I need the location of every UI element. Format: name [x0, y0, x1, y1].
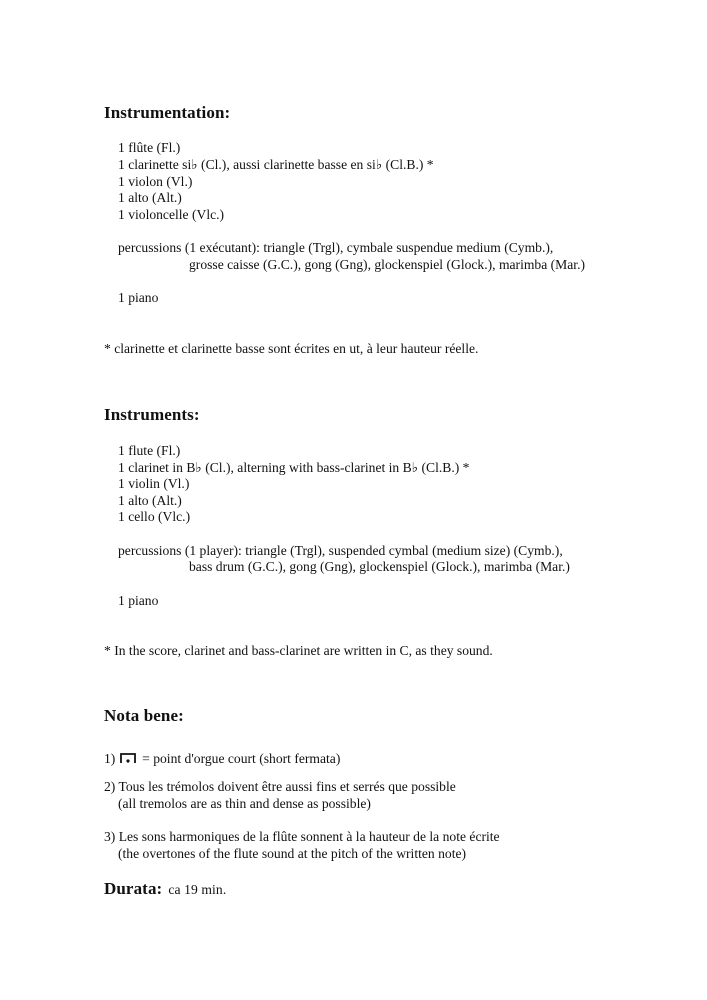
instruments-piano: 1 piano [118, 593, 159, 608]
short-fermata-icon [119, 752, 139, 768]
instrumentation-line: 1 flûte (Fl.) [118, 140, 181, 155]
nota-bene-item-1 [104, 751, 340, 768]
instrumentation-piano: 1 piano [118, 290, 159, 305]
instruments-heading: Instruments: [104, 405, 200, 424]
instrumentation-percussion-line: percussions (1 exécutant): triangle (Trgl), cymbale suspendue medium (Cymb.), [118, 240, 554, 255]
nota-bene-item-3-line: 3) Les sons harmoniques de la flûte sonnent à la hauteur de la note écrite [104, 829, 500, 844]
instruments-line: 1 clarinet in B♭ (Cl.), alterning with bass-clarinet in B♭ (Cl.B.) * [118, 460, 470, 475]
instruments-footnote: * In the score, clarinet and bass-clarinet are written in C, as they sound. [104, 643, 493, 658]
nota-bene-item-1-number: 1) [104, 751, 116, 766]
nota-bene-heading: Nota bene: [104, 706, 184, 725]
nota-bene-item-3-line: (the overtones of the flute sound at the pitch of the written note) [118, 846, 467, 861]
instrumentation-footnote: * clarinette et clarinette basse sont écrites en ut, à leur hauteur réelle. [104, 341, 479, 356]
instrumentation-line: 1 violon (Vl.) [118, 174, 193, 189]
instruments-line: 1 violin (Vl.) [118, 476, 190, 491]
instrumentation-line: 1 alto (Alt.) [118, 190, 182, 205]
short-fermata-icon-svg [119, 752, 137, 764]
instruments-line: 1 flute (Fl.) [118, 443, 181, 458]
instruments-percussion-line: bass drum (G.C.), gong (Gng), glockenspiel (Glock.), marimba (Mar.) [189, 559, 570, 574]
instrumentation-percussion-line: grosse caisse (G.C.), gong (Gng), glockenspiel (Glock.), marimba (Mar.) [189, 257, 586, 272]
instrumentation-heading: Instrumentation: [104, 103, 231, 122]
instrumentation-line: 1 violoncelle (Vlc.) [118, 207, 225, 222]
durata-value: ca 19 min. [168, 882, 227, 897]
nota-bene-item-2-line: 2) Tous les trémolos doivent être aussi fins et serrés que possible [104, 779, 456, 794]
nota-bene-item-2-line: (all tremolos are as thin and dense as possible) [118, 796, 371, 811]
durata-label: Durata: [104, 879, 163, 898]
instruments-line: 1 cello (Vlc.) [118, 509, 191, 524]
instruments-percussion-line: percussions (1 player): triangle (Trgl), suspended cymbal (medium size) (Cymb.), [118, 543, 563, 558]
durata [104, 879, 226, 899]
nota-bene-item-1-text: = point d'orgue court (short fermata) [142, 751, 341, 766]
instrumentation-line: 1 clarinette si♭ (Cl.), aussi clarinette basse en si♭ (Cl.B.) * [118, 157, 434, 172]
instruments-line: 1 alto (Alt.) [118, 493, 182, 508]
